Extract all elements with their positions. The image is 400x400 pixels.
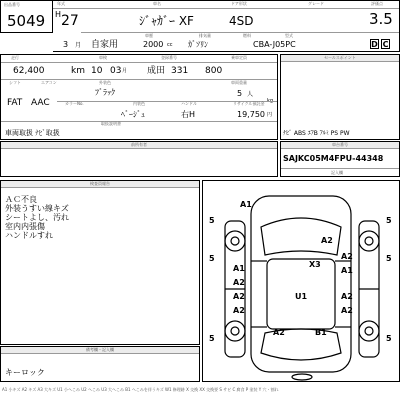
doors-value: 4SD — [229, 14, 254, 28]
recycle-value: 19,750 — [237, 110, 265, 119]
specs-box — [0, 54, 278, 140]
wheel-tread: 5 — [386, 254, 392, 263]
grade-label: グレード — [308, 1, 324, 6]
inspector-note: ＡＣ不良 — [5, 195, 37, 204]
capacity-value: 5 — [237, 89, 243, 98]
year-label: 年式 — [57, 1, 65, 6]
mileage-label: 走行 — [11, 55, 19, 60]
interior-score: D — [371, 40, 378, 49]
wheel-tread: 5 — [209, 254, 215, 263]
history-box — [0, 141, 278, 177]
car-name-label: 車名 — [153, 1, 161, 6]
car-name: ｼﾞｬｶﾞｰ XF — [139, 14, 194, 28]
inspection-label: 車検 — [99, 55, 107, 60]
lot-label: 出品番号 — [4, 2, 20, 7]
history-label: 前所有者 — [1, 142, 277, 149]
damage-mark: A2 — [341, 292, 353, 301]
mileage-unit: km — [71, 66, 85, 76]
ac-value: AAC — [31, 98, 50, 108]
vehicle-header-box — [53, 0, 400, 52]
chassis-sub-label: 記入欄 — [331, 170, 343, 175]
score-label: 評価点 — [371, 1, 383, 6]
inspector-note: ハンドルすれ — [5, 231, 53, 240]
score-value: 3.5 — [369, 10, 393, 28]
footer-legend: A1 小キズ A2 キズ A3 大キズ U1 小へこみ U2 へこみ U3 大へこみ B1 へこみを伴うキズ W1 修理跡 X 交換 XX 交換要 S サビ C 腐食 P 塗装 Y 穴・割れ — [2, 387, 279, 392]
handle-label: ハンドル — [181, 101, 197, 106]
displacement-label: 排気量 — [199, 33, 211, 38]
exterior-score: C — [382, 40, 389, 49]
plate-number: 331 — [171, 66, 189, 76]
color-no-label: カラーNo. — [65, 101, 84, 106]
inspection-unit: 月 — [122, 68, 128, 74]
notes-label: 備考欄・記入欄 — [1, 347, 199, 354]
inspector-note: 外装うすい線キズ — [5, 204, 69, 213]
damage-mark: X3 — [309, 260, 321, 269]
plate-suffix: 800 — [205, 66, 223, 76]
lot-number: 5049 — [7, 12, 46, 30]
manual-value: 車両取扱 ﾅﾋﾞ取扱 — [5, 129, 60, 137]
chassis-label: 車台番号 — [281, 142, 399, 149]
interior-color-value: ﾍﾞｰｼﾞｭ — [121, 110, 145, 119]
damage-mark: A1 — [341, 266, 353, 275]
plate-region: 成田 — [147, 66, 166, 76]
inspection-value: 10 — [91, 66, 103, 76]
damage-mark: B1 — [315, 328, 327, 337]
notes-box — [0, 346, 200, 382]
fuel-value: ｶﾞｿﾘﾝ — [188, 40, 208, 49]
inspector-note: 室内内張傷 — [5, 222, 45, 231]
recycle-label: リサイクル預託金 — [233, 101, 265, 106]
inspector-notes — [5, 195, 69, 240]
inspector-box — [0, 180, 200, 345]
color-label: 外装色 — [99, 80, 111, 85]
cc-unit: cc — [167, 42, 173, 48]
inspection-month: 03 — [110, 66, 122, 76]
weight-label: 車両重量 — [231, 80, 247, 85]
damage-mark: A2 — [233, 306, 245, 315]
model-value: CBA-J05PC — [253, 40, 296, 49]
interior-color-label: 内装色 — [133, 101, 145, 106]
month-value: 3 — [63, 40, 69, 49]
capacity-unit: 人 — [247, 91, 254, 98]
damage-mark: A1 — [240, 200, 252, 209]
damage-mark: U1 — [295, 292, 308, 301]
chassis-number: SAJKC05M4FPU-44348 — [283, 154, 384, 163]
damage-mark: A1 — [233, 264, 245, 273]
wheel-tread: 5 — [386, 334, 392, 343]
sales-point-box — [280, 54, 400, 140]
damage-mark: A2 — [273, 328, 285, 337]
fuel-label: 燃料 — [243, 33, 251, 38]
mileage-value: 62,400 — [13, 66, 45, 76]
recycle-unit: 円 — [267, 112, 273, 118]
sales-point-label: セールスポイント — [281, 55, 399, 62]
year-value: 27 — [61, 13, 79, 29]
shift-value: FAT — [7, 98, 23, 108]
wheel-tread: 5 — [386, 216, 392, 225]
doors-label: ドア形状 — [231, 1, 247, 6]
equipment-list: ﾅﾋﾞ ABS ｴｱB ｱﾙﾐ PS PW — [283, 130, 350, 137]
shift-label: シフト — [9, 80, 21, 85]
weight-unit: kg — [267, 98, 274, 104]
damage-mark: A2 — [321, 236, 333, 245]
ac-label: エアコン — [41, 80, 57, 85]
damage-mark: A2 — [341, 252, 353, 261]
wheel-tread: 5 — [209, 216, 215, 225]
damage-diagram — [202, 180, 400, 382]
handle-value: 右H — [181, 110, 196, 119]
displacement-value: 2000 — [143, 40, 164, 49]
usage-value: 自家用 — [91, 40, 119, 50]
plate-label: 登録番号 — [161, 55, 177, 60]
damage-mark: A2 — [233, 292, 245, 301]
usage-label: 車歴 — [145, 33, 153, 38]
inspector-note: シートよし、汚れ — [5, 213, 69, 222]
manual-label: 取扱説明書 — [101, 121, 121, 126]
capacity-label: 乗車定員 — [231, 55, 247, 60]
year-era: H — [55, 10, 62, 19]
month-unit: 月 — [75, 42, 82, 49]
notes-text: キーロック — [5, 368, 45, 377]
damage-mark: A2 — [341, 306, 353, 315]
color-value: ﾌﾞﾗｯｸ — [95, 88, 115, 97]
chassis-box — [280, 141, 400, 177]
model-label: 型式 — [285, 33, 293, 38]
lot-number-box — [0, 0, 53, 33]
damage-mark: A2 — [233, 278, 245, 287]
inspector-label: 検査員報告 — [1, 181, 199, 188]
wheel-tread: 5 — [209, 334, 215, 343]
